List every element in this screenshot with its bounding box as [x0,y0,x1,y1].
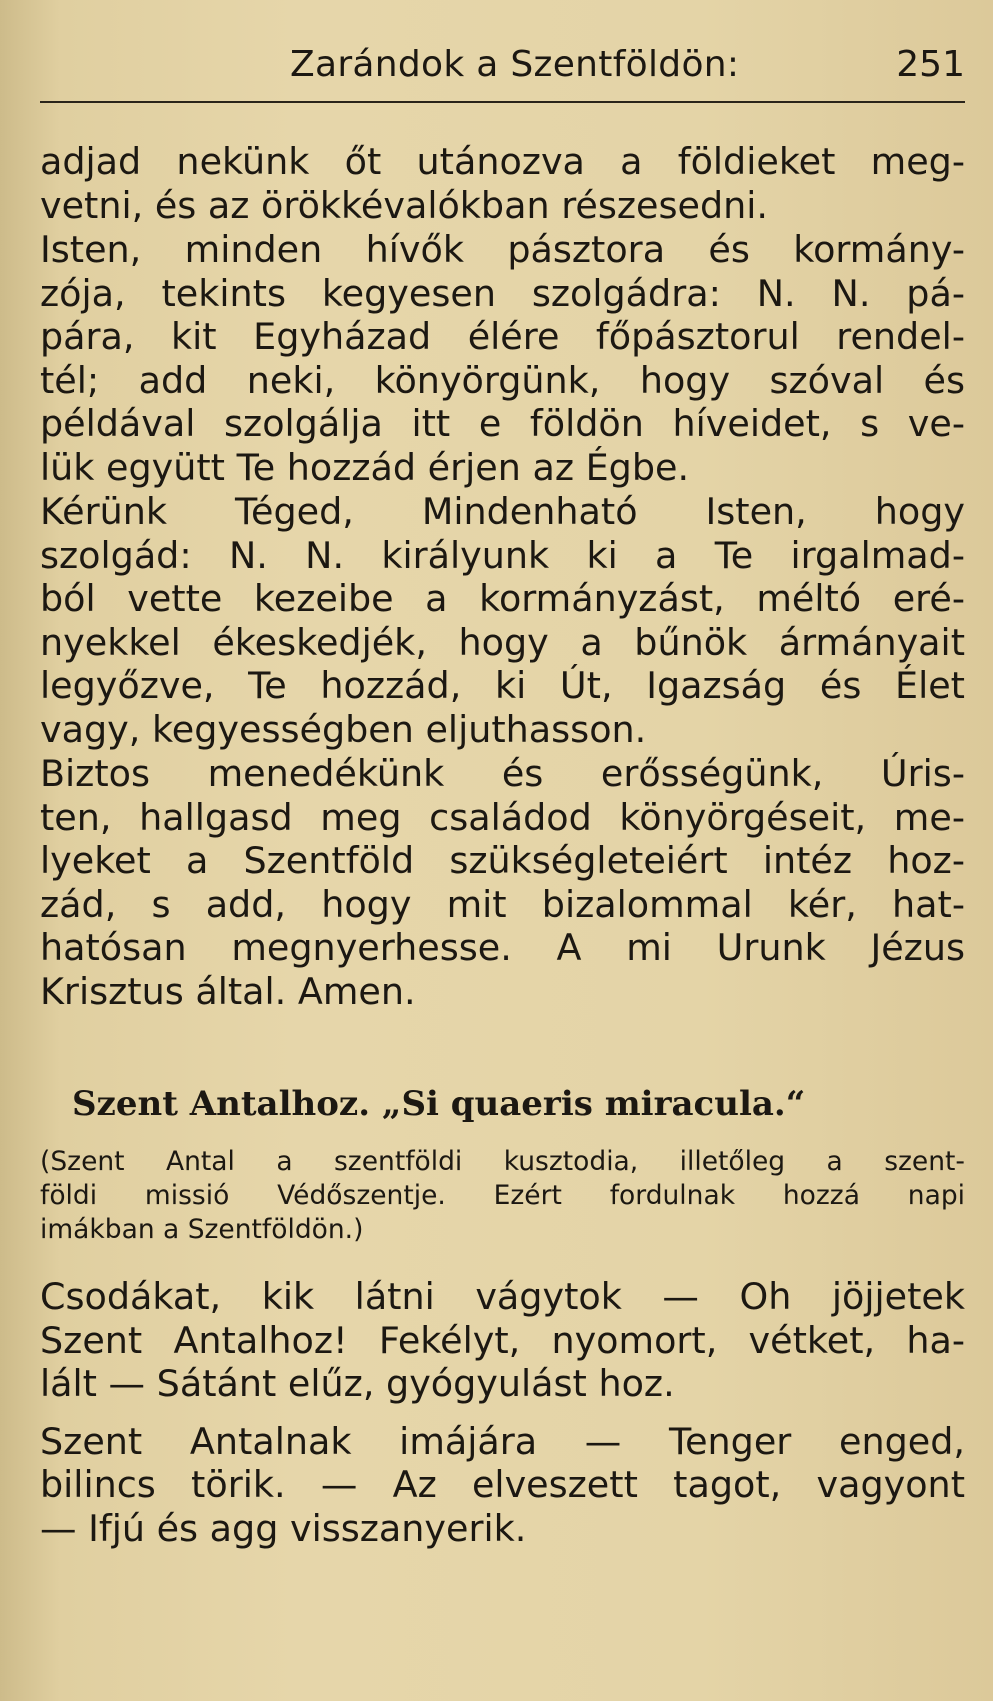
prayer-paragraph [40,490,965,751]
verse-line: lált — Sátánt elűz, gyógyulást hoz. [40,1362,675,1405]
note-line: földi missió Védőszentje. Ezért fordulnak hozzá napi [40,1180,965,1211]
text-line: Kérünk Téged, Mindenható Isten, hogy [40,490,965,533]
note-line: (Szent Antal a szentföldi kusztodia, illetőleg a szent- [40,1146,965,1177]
text-line: vagy, kegyességben eljuthasson. [40,707,647,751]
text-line: vetni, és az örökkévalókban részesedni. [40,183,769,227]
running-header [40,40,965,104]
prayer-paragraph [40,228,965,489]
verse-paragraph [40,1420,965,1551]
header-rule [40,101,965,103]
verse-line: Csodákat, kik látni vágytok — Oh jöjjetek [40,1275,965,1318]
text-line: zója, tekints kegyesen szolgádra: N. N. pá- [40,271,965,315]
text-line: pára, kit Egyházad élére főpásztorul rendel- [40,315,965,358]
verse-line: — Ifjú és agg visszanyerik. [40,1506,527,1550]
note-line: imákban a Szentföldön.) [40,1214,364,1245]
text-line: lük együtt Te hozzád érjen az Égbe. [40,445,690,489]
text-line: ten, hallgasd meg családod könyörgéseit, me- [40,795,965,839]
page-number: 251 [896,44,965,85]
text-line: Krisztus által. Amen. [40,969,416,1013]
text-line: adjad nekünk őt utánozva a földieket meg- [40,140,965,183]
section-heading: Szent Antalhoz. „Si quaeris miracula.“ [72,1084,806,1124]
text-line: ból vette kezeibe a kormányzást, méltó eré- [40,577,965,620]
text-line: zád, s add, hogy mit bizalommal kér, hat- [40,882,965,926]
text-line: hatósan megnyerhesse. A mi Urunk Jézus [40,926,965,969]
book-page [40,0,965,1701]
prayer-paragraph [40,752,965,1013]
prayer-paragraphs [40,140,965,1013]
section-note [40,1145,965,1247]
verse-line: Szent Antalhoz! Fekélyt, nyomort, vétket, ha- [40,1318,965,1362]
text-line: legyőzve, Te hozzád, ki Út, Igazság és Élet [40,664,965,707]
text-line: példával szolgálja itt e földön híveidet, s ve- [40,402,965,445]
running-title: Zarándok a Szentföldön: [290,44,740,85]
prayer-paragraph [40,140,965,227]
text-line: lyeket a Szentföld szükségleteiért intéz hoz- [40,839,965,882]
verse-line: bilincs törik. — Az elveszett tagot, vagyont [40,1463,965,1506]
text-line: szolgád: N. N. királyunk ki a Te irgalmad- [40,533,965,577]
text-line: nyekkel ékeskedjék, hogy a bűnök ármányait [40,620,965,664]
page-body [40,140,965,1550]
verse-line: Szent Antalnak imájára — Tenger enged, [40,1419,965,1463]
text-line: tél; add neki, könyörgünk, hogy szóval és [40,358,965,402]
text-line: Isten, minden hívők pásztora és kormány- [40,228,965,271]
verse-block [40,1275,965,1550]
text-line: Biztos menedékünk és erősségünk, Úris- [40,752,965,795]
verse-paragraph [40,1275,965,1406]
